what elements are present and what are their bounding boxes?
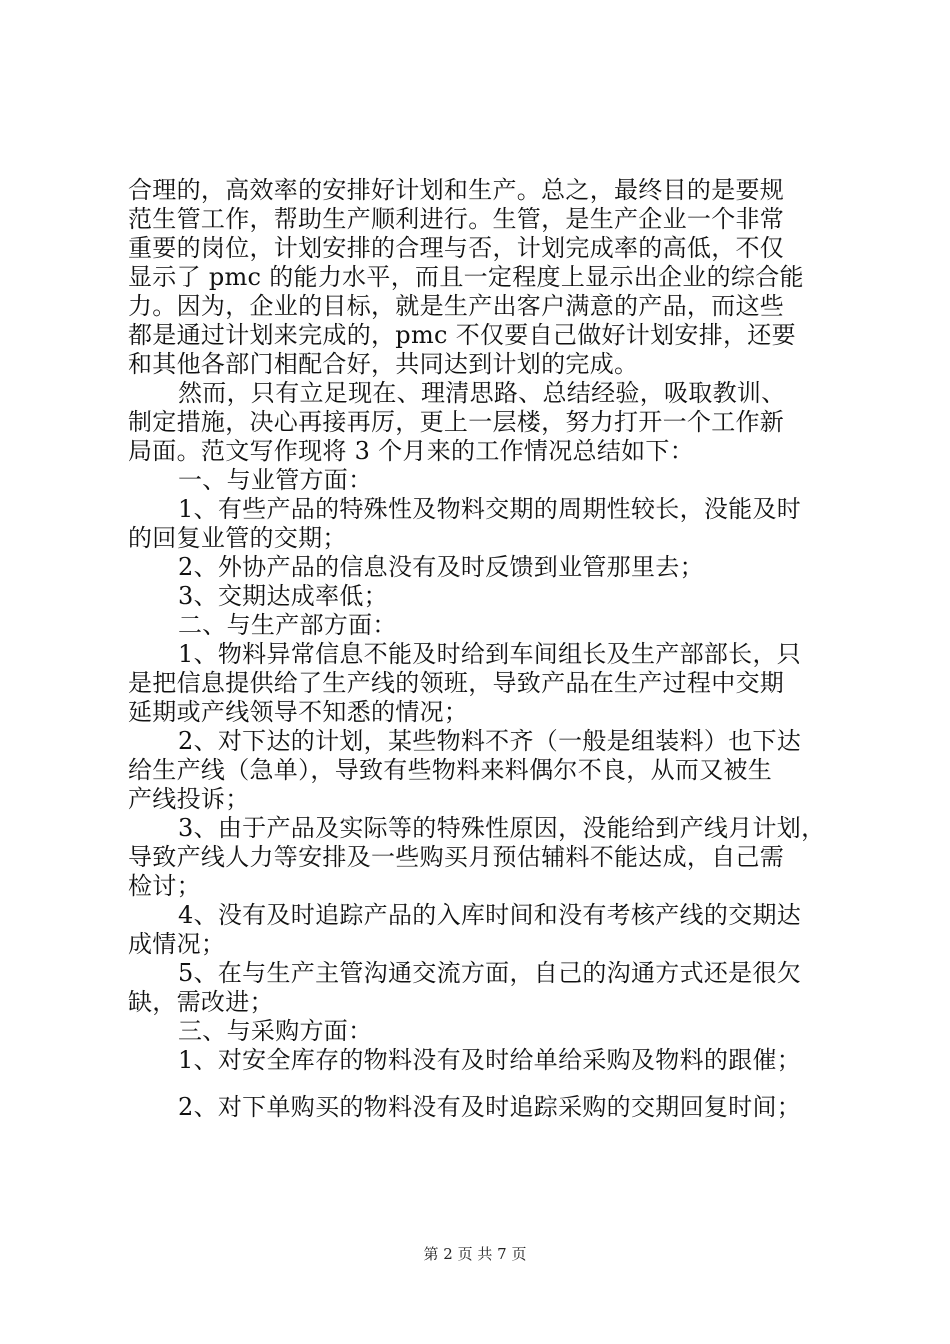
text-line: 2、外协产品的信息没有及时反馈到业管那里去； [178, 553, 704, 581]
text-line: 力。因为，企业的目标，就是生产出客户满意的产品，而这些 [128, 292, 785, 320]
text-line: 1、有些产品的特殊性及物料交期的周期性较长，没能及时 [178, 495, 802, 523]
text-line: 和其他各部门相配合好，共同达到计划的完成。 [128, 350, 639, 378]
text-line: 成情况； [128, 930, 226, 958]
text-line: 都是通过计划来完成的，pmc 不仅要自己做好计划安排，还要 [128, 321, 796, 349]
text-line: 合理的，高效率的安排好计划和生产。总之，最终目的是要规 [128, 176, 785, 204]
text-line: 显示了 pmc 的能力水平，而且一定程度上显示出企业的综合能 [128, 263, 804, 291]
text-line: 1、物料异常信息不能及时给到车间组长及生产部部长，只 [178, 640, 802, 668]
section-heading: 三、与采购方面： [178, 1017, 373, 1045]
text-line: 局面。范文写作现将 3 个月来的工作情况总结如下： [128, 437, 695, 465]
text-line: 检讨； [128, 872, 201, 900]
text-line: 导致产线人力等安排及一些购买月预估辅料不能达成，自己需 [128, 843, 785, 871]
text-line: 制定措施，决心再接再厉，更上一层楼，努力打开一个工作新 [128, 408, 785, 436]
text-line: 5、在与生产主管沟通交流方面，自己的沟通方式还是很欠 [178, 959, 802, 987]
text-line: 2、对下达的计划，某些物料不齐（一般是组装料）也下达 [178, 727, 802, 755]
text-line: 3、由于产品及实际等的特殊性原因，没能给到产线月计划， [178, 814, 826, 842]
page-footer: 第 2 页 共 7 页 [423, 1245, 527, 1263]
text-line: 4、没有及时追踪产品的入库时间和没有考核产线的交期达 [178, 901, 802, 929]
text-line: 重要的岗位，计划安排的合理与否，计划完成率的高低，不仅 [128, 234, 785, 262]
text-line: 产线投诉； [128, 785, 250, 813]
text-line: 1、对安全库存的物料没有及时给单给采购及物料的跟催； [178, 1046, 802, 1074]
text-line: 的回复业管的交期； [128, 524, 347, 552]
text-line: 缺，需改进； [128, 988, 274, 1016]
text-line: 是把信息提供给了生产线的领班，导致产品在生产过程中交期 [128, 669, 785, 697]
text-line: 给生产线（急单），导致有些物料来料偶尔不良，从而又被生 [128, 756, 773, 784]
text-line: 3、交期达成率低； [178, 582, 388, 610]
section-heading: 一、与业管方面： [178, 466, 373, 494]
text-line: 然而，只有立足现在、理清思路、总结经验，吸取教训、 [178, 379, 786, 407]
text-line: 延期或产线领导不知悉的情况； [128, 698, 469, 726]
section-heading: 二、与生产部方面： [178, 611, 397, 639]
text-line: 范生管工作，帮助生产顺利进行。生管，是生产企业一个非常 [128, 205, 785, 233]
text-line: 2、对下单购买的物料没有及时追踪采购的交期回复时间； [178, 1093, 802, 1121]
